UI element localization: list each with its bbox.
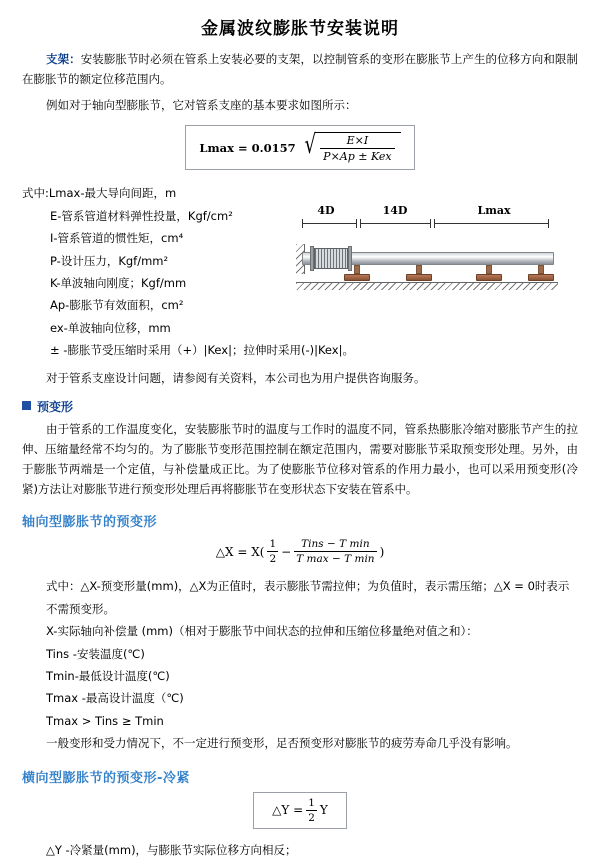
equation-rhs: Y — [319, 803, 328, 818]
equation-fraction-temperature — [294, 538, 376, 565]
document-body — [0, 49, 600, 861]
support-base — [406, 274, 432, 281]
dimension-segment — [434, 223, 548, 224]
definition-item: E-管系管道材料弹性投量，Kgf/cm² — [50, 208, 233, 223]
support-base — [528, 274, 554, 281]
dimension-tick — [430, 219, 431, 228]
axial-predeform-note: Tins -安装温度(℃) — [46, 646, 145, 661]
predeform-heading-label: 预变形 — [37, 399, 74, 414]
dimension-tick — [548, 219, 549, 228]
predeform-paragraph-1: 由于管系的工作温度变化，安装膨胀节时的温度与工作时的温度不同，管系热膨胀冷缩对膨胀节产生的拉伸、压缩量经常不均匀的。为了膨胀节变形范围控制在额定范围内，需要对膨胀节采取预变形处理。另外，由于膨胀节两端是一个定值，与补偿量成正比。为了使膨胀节位移对管系的作用力最小，也可以采用预变形(冷紧)方法让对膨胀节进行预变形处理后再将膨胀节在变形状态下安装在管系中。 — [22, 421, 578, 497]
axial-predeform-note: 一般变形和受力情况下，不一定进行预变形，足否预变形对膨胀节的疲劳寿命几乎没有影响。 — [46, 736, 518, 751]
axial-predeform-note: X-实际轴向补偿量 (mm)（相对于膨胀节中间状态的拉伸和压缩位移量绝对值之和）： — [46, 624, 478, 639]
fraction-numerator: 1 — [308, 796, 315, 809]
lateral-predeform-equation-box — [22, 792, 578, 829]
definition-item: I-管系管道的惯性矩，cm⁴ — [50, 231, 184, 246]
bracket-section-paragraph — [22, 49, 578, 89]
expansion-joint-diagram — [296, 204, 566, 314]
lmax-formula-lhs: Lmax = 0.0157 — [199, 140, 296, 155]
lmax-formula-sqrt — [302, 132, 401, 163]
axial-predeform-note: Tmax -最高设计温度（℃) — [46, 691, 184, 706]
dimension-tick — [360, 219, 361, 228]
definition-item: 式中:Lmax-最大导向间距，m — [22, 186, 177, 201]
diagram-column — [292, 178, 578, 314]
sqrt-content — [316, 132, 400, 163]
fraction-numerator: Tins − T min — [294, 538, 376, 552]
diagram-label-lmax: Lmax — [477, 204, 511, 218]
pipe-support — [406, 265, 432, 281]
axial-predeform-note: Tmax > Tins ≥ Tmin — [46, 713, 164, 728]
lmax-fraction-numerator: E×I — [320, 134, 394, 149]
support-base — [476, 274, 502, 281]
dimension-tick — [356, 219, 357, 228]
definition-item: ex-单波轴向位移，mm — [50, 320, 171, 335]
support-post — [486, 265, 492, 274]
bracket-paragraph-2: 例如对于轴向型膨胀节，它对管系支座的基本要求如图所示： — [46, 98, 357, 113]
bracket-paragraph-1: 安装膨胀节时必须在管系上安装必要的支架，以控制管系的变形在膨胀节上产生的位移方向和限制在膨胀节的额定位移范围内。 — [22, 52, 578, 87]
definitions-and-diagram — [22, 178, 578, 361]
support-post — [538, 265, 544, 274]
lateral-predeform-note: △Y -冷紧量(mm)，与膨胀节实际位移方向相反； — [46, 842, 297, 857]
bellows-element — [314, 248, 348, 269]
dimension-tick — [302, 219, 303, 228]
bracket-closing-paragraph: 对于管系支座设计问题，请参阅有关资料，本公司也为用户提供咨询服务。 — [46, 370, 426, 385]
support-post — [416, 265, 422, 274]
diagram-dimension-line — [296, 219, 566, 228]
lmax-formula-box — [185, 125, 415, 170]
equation-fraction-half — [306, 797, 317, 824]
definition-item: Ap-膨胀节有效面积，cm² — [50, 298, 184, 313]
axial-predeform-equation — [22, 538, 578, 565]
support-base — [344, 274, 370, 281]
diagram-pipe-area — [296, 230, 558, 304]
equation-inline — [272, 797, 328, 824]
definition-item: ± -膨胀节受压缩时采用（+）|Kex|；拉伸时采用(-)|Kex|。 — [50, 343, 354, 358]
bracket-section-heading: 支架： — [46, 52, 81, 66]
equation-fraction-half — [267, 538, 278, 565]
equation-minus-sign: − — [281, 544, 292, 559]
dimension-tick — [434, 219, 435, 228]
definition-item: K-单波轴向刚度；Kgf/mm — [50, 276, 187, 291]
dimension-segment — [360, 223, 430, 224]
diagram-label-14d: 14D — [382, 204, 408, 218]
axial-predeform-heading: 轴向型膨胀节的预变形 — [22, 515, 158, 531]
ground-hatch — [296, 282, 558, 290]
lateral-predeform-equation — [253, 792, 347, 829]
pipe-support — [528, 265, 554, 281]
lmax-fraction — [320, 134, 394, 163]
bullet-square-icon — [22, 401, 31, 410]
equation-lhs: △X = X( — [215, 544, 265, 559]
diagram-dimension-labels — [296, 204, 566, 217]
fraction-denominator: 2 — [269, 553, 277, 566]
pipe-support — [344, 265, 370, 281]
diagram-label-4d: 4D — [317, 204, 335, 218]
fraction-denominator: 2 — [308, 811, 315, 824]
lmax-fraction-denominator: P×Ap ± Kex — [323, 150, 392, 164]
axial-predeform-note: Tmin-最低设计温度(℃) — [46, 669, 170, 684]
definition-item: P-设计压力，Kgf/mm² — [50, 253, 169, 268]
equation-rhs: ) — [379, 544, 385, 559]
dimension-segment — [302, 223, 356, 224]
support-post — [354, 265, 360, 274]
predeform-section-heading — [22, 398, 578, 415]
fraction-denominator: T max − T min — [296, 553, 375, 566]
pipe-support — [476, 265, 502, 281]
axial-predeform-note: 式中：△X-预变形量(mm)，△X为正值时，表示膨胀节需拉伸；为负值时，表示需压缩；△X = 0时表示不需预变形。 — [46, 579, 570, 616]
sqrt-icon: √ — [304, 130, 316, 161]
equation-inline — [216, 538, 385, 565]
fraction-numerator: 1 — [269, 538, 277, 551]
document-page — [0, 14, 600, 857]
page-title: 金属波纹膨胀节安装说明 — [201, 19, 399, 39]
lateral-predeform-heading: 横向型膨胀节的预变形-冷紧 — [22, 770, 190, 786]
equation-lhs: △Y = — [272, 803, 304, 818]
